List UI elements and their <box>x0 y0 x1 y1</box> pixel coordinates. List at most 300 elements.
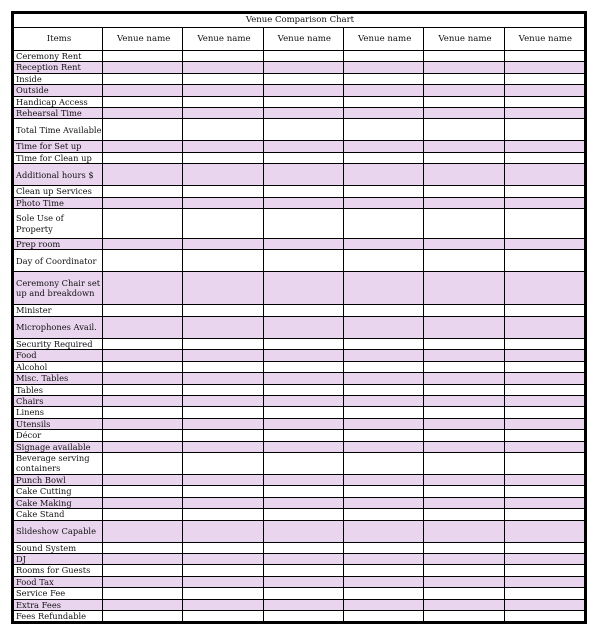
venue-entry-cell[interactable] <box>504 395 584 406</box>
venue-entry-cell[interactable] <box>263 611 343 622</box>
venue-entry-cell[interactable] <box>504 474 584 485</box>
venue-entry-cell[interactable] <box>343 497 423 508</box>
venue-entry-cell[interactable] <box>183 497 263 508</box>
venue-entry-cell[interactable] <box>183 250 263 272</box>
venue-entry-cell[interactable] <box>424 239 504 250</box>
venue-entry-cell[interactable] <box>263 62 343 73</box>
venue-entry-cell[interactable] <box>424 73 504 84</box>
venue-entry-cell[interactable] <box>263 361 343 372</box>
venue-entry-cell[interactable] <box>263 350 343 361</box>
venue-entry-cell[interactable] <box>343 350 423 361</box>
item-label: Handicap Access <box>14 96 103 107</box>
table-row <box>14 509 585 520</box>
venue-entry-cell[interactable] <box>103 164 183 186</box>
venue-entry-cell[interactable] <box>183 418 263 429</box>
venue-entry-cell[interactable] <box>424 62 504 73</box>
venue-entry-cell[interactable] <box>103 186 183 197</box>
item-label: Clean up Services <box>14 186 103 197</box>
venue-entry-cell[interactable] <box>343 588 423 599</box>
item-label: Décor <box>14 430 103 441</box>
venue-entry-cell[interactable] <box>424 305 504 316</box>
venue-entry-cell[interactable] <box>263 209 343 239</box>
venue-entry-cell[interactable] <box>424 373 504 384</box>
venue-entry-cell[interactable] <box>424 474 504 485</box>
venue-entry-cell[interactable] <box>343 239 423 250</box>
venue-entry-cell[interactable] <box>103 588 183 599</box>
venue-entry-cell[interactable] <box>424 209 504 239</box>
venue-column-header: Venue name <box>504 28 584 51</box>
venue-entry-cell[interactable] <box>424 588 504 599</box>
table-row <box>14 85 585 96</box>
venue-entry-cell[interactable] <box>424 384 504 395</box>
venue-entry-cell[interactable] <box>504 361 584 372</box>
venue-entry-cell[interactable] <box>103 96 183 107</box>
venue-entry-cell[interactable] <box>504 239 584 250</box>
venue-entry-cell[interactable] <box>504 209 584 239</box>
venue-entry-cell[interactable] <box>263 272 343 305</box>
venue-entry-cell[interactable] <box>263 542 343 553</box>
table-row <box>14 384 585 395</box>
venue-entry-cell[interactable] <box>343 520 423 542</box>
venue-entry-cell[interactable] <box>504 51 584 62</box>
item-label: Minister <box>14 305 103 316</box>
table-row <box>14 209 585 239</box>
venue-entry-cell[interactable] <box>103 209 183 239</box>
venue-entry-cell[interactable] <box>504 164 584 186</box>
venue-entry-cell[interactable] <box>183 305 263 316</box>
venue-entry-cell[interactable] <box>263 85 343 96</box>
venue-entry-cell[interactable] <box>424 565 504 576</box>
venue-entry-cell[interactable] <box>103 520 183 542</box>
venue-entry-cell[interactable] <box>103 373 183 384</box>
venue-entry-cell[interactable] <box>424 553 504 564</box>
venue-entry-cell[interactable] <box>424 395 504 406</box>
venue-entry-cell[interactable] <box>424 119 504 141</box>
table-row <box>14 272 585 305</box>
venue-entry-cell[interactable] <box>103 430 183 441</box>
table-row <box>14 338 585 349</box>
venue-entry-cell[interactable] <box>343 509 423 520</box>
venue-entry-cell[interactable] <box>424 452 504 474</box>
venue-entry-cell[interactable] <box>103 338 183 349</box>
venue-entry-cell[interactable] <box>263 152 343 163</box>
venue-entry-cell[interactable] <box>424 407 504 418</box>
venue-entry-cell[interactable] <box>424 51 504 62</box>
venue-entry-cell[interactable] <box>263 452 343 474</box>
venue-entry-cell[interactable] <box>343 338 423 349</box>
venue-entry-cell[interactable] <box>263 338 343 349</box>
venue-entry-cell[interactable] <box>343 542 423 553</box>
venue-entry-cell[interactable] <box>343 565 423 576</box>
venue-entry-cell[interactable] <box>504 272 584 305</box>
venue-entry-cell[interactable] <box>424 152 504 163</box>
venue-entry-cell[interactable] <box>343 108 423 119</box>
venue-entry-cell[interactable] <box>263 497 343 508</box>
venue-entry-cell[interactable] <box>504 588 584 599</box>
venue-entry-cell[interactable] <box>343 305 423 316</box>
item-label: Utensils <box>14 418 103 429</box>
item-label: Slideshow Capable <box>14 520 103 542</box>
venue-entry-cell[interactable] <box>343 611 423 622</box>
venue-entry-cell[interactable] <box>103 51 183 62</box>
venue-entry-cell[interactable] <box>103 553 183 564</box>
venue-entry-cell[interactable] <box>103 599 183 610</box>
table-row <box>14 542 585 553</box>
item-label: Fees Refundable <box>14 611 103 622</box>
venue-entry-cell[interactable] <box>263 239 343 250</box>
item-label: Time for Clean up <box>14 152 103 163</box>
venue-entry-cell[interactable] <box>103 239 183 250</box>
venue-entry-cell[interactable] <box>343 553 423 564</box>
table-row <box>14 119 585 141</box>
venue-entry-cell[interactable] <box>343 164 423 186</box>
venue-entry-cell[interactable] <box>103 152 183 163</box>
venue-entry-cell[interactable] <box>343 361 423 372</box>
venue-entry-cell[interactable] <box>183 152 263 163</box>
table-row <box>14 407 585 418</box>
venue-entry-cell[interactable] <box>103 316 183 338</box>
venue-entry-cell[interactable] <box>183 520 263 542</box>
venue-entry-cell[interactable] <box>424 108 504 119</box>
venue-entry-cell[interactable] <box>504 542 584 553</box>
venue-entry-cell[interactable] <box>263 373 343 384</box>
venue-entry-cell[interactable] <box>343 96 423 107</box>
item-label: Beverage serving containers <box>14 452 103 474</box>
venue-entry-cell[interactable] <box>183 611 263 622</box>
venue-entry-cell[interactable] <box>183 62 263 73</box>
venue-comparison-chart <box>11 11 587 624</box>
venue-entry-cell[interactable] <box>424 96 504 107</box>
venue-entry-cell[interactable] <box>263 418 343 429</box>
venue-entry-cell[interactable] <box>424 611 504 622</box>
venue-entry-cell[interactable] <box>183 576 263 587</box>
table-row <box>14 164 585 186</box>
venue-entry-cell[interactable] <box>103 441 183 452</box>
item-label: Signage available <box>14 441 103 452</box>
venue-entry-cell[interactable] <box>263 119 343 141</box>
venue-entry-cell[interactable] <box>263 430 343 441</box>
venue-entry-cell[interactable] <box>183 474 263 485</box>
venue-entry-cell[interactable] <box>424 418 504 429</box>
table-row <box>14 441 585 452</box>
venue-entry-cell[interactable] <box>343 119 423 141</box>
venue-entry-cell[interactable] <box>103 85 183 96</box>
table-row <box>14 611 585 622</box>
venue-entry-cell[interactable] <box>263 141 343 152</box>
venue-entry-cell[interactable] <box>263 384 343 395</box>
venue-entry-cell[interactable] <box>263 186 343 197</box>
venue-entry-cell[interactable] <box>343 373 423 384</box>
venue-entry-cell[interactable] <box>504 62 584 73</box>
table-row <box>14 62 585 73</box>
venue-entry-cell[interactable] <box>504 430 584 441</box>
venue-entry-cell[interactable] <box>103 197 183 208</box>
venue-entry-cell[interactable] <box>504 305 584 316</box>
venue-entry-cell[interactable] <box>103 119 183 141</box>
venue-entry-cell[interactable] <box>183 85 263 96</box>
venue-entry-cell[interactable] <box>343 441 423 452</box>
venue-entry-cell[interactable] <box>183 51 263 62</box>
table-row <box>14 361 585 372</box>
venue-entry-cell[interactable] <box>424 599 504 610</box>
venue-entry-cell[interactable] <box>183 407 263 418</box>
venue-entry-cell[interactable] <box>504 599 584 610</box>
venue-entry-cell[interactable] <box>424 272 504 305</box>
venue-entry-cell[interactable] <box>183 486 263 497</box>
venue-entry-cell[interactable] <box>103 395 183 406</box>
items-column-header: Items <box>14 28 103 51</box>
venue-entry-cell[interactable] <box>103 497 183 508</box>
venue-entry-cell[interactable] <box>504 250 584 272</box>
venue-column-header: Venue name <box>343 28 423 51</box>
venue-entry-cell[interactable] <box>103 611 183 622</box>
venue-entry-cell[interactable] <box>263 395 343 406</box>
venue-entry-cell[interactable] <box>343 486 423 497</box>
venue-entry-cell[interactable] <box>424 164 504 186</box>
venue-entry-cell[interactable] <box>183 350 263 361</box>
venue-entry-cell[interactable] <box>424 542 504 553</box>
venue-entry-cell[interactable] <box>263 599 343 610</box>
venue-entry-cell[interactable] <box>424 186 504 197</box>
venue-entry-cell[interactable] <box>263 474 343 485</box>
item-label: Extra Fees <box>14 599 103 610</box>
item-label: Alcohol <box>14 361 103 372</box>
venue-entry-cell[interactable] <box>263 576 343 587</box>
venue-entry-cell[interactable] <box>183 361 263 372</box>
venue-entry-cell[interactable] <box>343 316 423 338</box>
venue-entry-cell[interactable] <box>343 250 423 272</box>
venue-entry-cell[interactable] <box>424 576 504 587</box>
venue-entry-cell[interactable] <box>263 316 343 338</box>
venue-entry-cell[interactable] <box>103 350 183 361</box>
venue-entry-cell[interactable] <box>263 520 343 542</box>
venue-entry-cell[interactable] <box>263 197 343 208</box>
venue-entry-cell[interactable] <box>183 509 263 520</box>
item-label: Rooms for Guests <box>14 565 103 576</box>
venue-entry-cell[interactable] <box>183 164 263 186</box>
venue-entry-cell[interactable] <box>343 418 423 429</box>
venue-entry-cell[interactable] <box>504 452 584 474</box>
venue-entry-cell[interactable] <box>263 73 343 84</box>
venue-entry-cell[interactable] <box>504 441 584 452</box>
venue-entry-cell[interactable] <box>424 441 504 452</box>
venue-entry-cell[interactable] <box>343 141 423 152</box>
venue-entry-cell[interactable] <box>424 250 504 272</box>
venue-entry-cell[interactable] <box>504 96 584 107</box>
venue-entry-cell[interactable] <box>343 452 423 474</box>
venue-entry-cell[interactable] <box>183 553 263 564</box>
venue-entry-cell[interactable] <box>183 96 263 107</box>
venue-entry-cell[interactable] <box>263 553 343 564</box>
venue-entry-cell[interactable] <box>263 51 343 62</box>
venue-entry-cell[interactable] <box>103 407 183 418</box>
table-row <box>14 474 585 485</box>
venue-entry-cell[interactable] <box>103 141 183 152</box>
item-label: Reception Rent <box>14 62 103 73</box>
venue-entry-cell[interactable] <box>504 509 584 520</box>
venue-entry-cell[interactable] <box>183 430 263 441</box>
table-row <box>14 197 585 208</box>
venue-entry-cell[interactable] <box>183 395 263 406</box>
venue-entry-cell[interactable] <box>504 418 584 429</box>
venue-entry-cell[interactable] <box>504 384 584 395</box>
item-label: Food <box>14 350 103 361</box>
venue-entry-cell[interactable] <box>504 338 584 349</box>
venue-entry-cell[interactable] <box>183 565 263 576</box>
venue-entry-cell[interactable] <box>343 272 423 305</box>
venue-entry-cell[interactable] <box>103 576 183 587</box>
venue-entry-cell[interactable] <box>424 361 504 372</box>
venue-entry-cell[interactable] <box>504 119 584 141</box>
item-label: Outside <box>14 85 103 96</box>
venue-entry-cell[interactable] <box>343 197 423 208</box>
venue-entry-cell[interactable] <box>183 197 263 208</box>
venue-entry-cell[interactable] <box>504 108 584 119</box>
venue-entry-cell[interactable] <box>424 520 504 542</box>
venue-entry-cell[interactable] <box>183 209 263 239</box>
venue-entry-cell[interactable] <box>343 85 423 96</box>
item-label: Time for Set up <box>14 141 103 152</box>
table-row <box>14 316 585 338</box>
venue-entry-cell[interactable] <box>504 141 584 152</box>
venue-entry-cell[interactable] <box>343 576 423 587</box>
venue-entry-cell[interactable] <box>183 316 263 338</box>
venue-entry-cell[interactable] <box>504 373 584 384</box>
venue-entry-cell[interactable] <box>263 108 343 119</box>
venue-entry-cell[interactable] <box>424 430 504 441</box>
venue-entry-cell[interactable] <box>103 384 183 395</box>
venue-entry-cell[interactable] <box>343 62 423 73</box>
table-row <box>14 599 585 610</box>
item-label: Punch Bowl <box>14 474 103 485</box>
venue-entry-cell[interactable] <box>343 152 423 163</box>
table-row <box>14 588 585 599</box>
venue-entry-cell[interactable] <box>504 186 584 197</box>
venue-entry-cell[interactable] <box>424 509 504 520</box>
table-row <box>14 108 585 119</box>
venue-entry-cell[interactable] <box>504 350 584 361</box>
item-label: Prep room <box>14 239 103 250</box>
venue-entry-cell[interactable] <box>263 509 343 520</box>
venue-entry-cell[interactable] <box>103 73 183 84</box>
venue-entry-cell[interactable] <box>424 85 504 96</box>
venue-entry-cell[interactable] <box>183 73 263 84</box>
venue-entry-cell[interactable] <box>103 565 183 576</box>
venue-entry-cell[interactable] <box>504 73 584 84</box>
venue-entry-cell[interactable] <box>263 588 343 599</box>
venue-entry-cell[interactable] <box>343 599 423 610</box>
venue-entry-cell[interactable] <box>103 452 183 474</box>
venue-entry-cell[interactable] <box>504 152 584 163</box>
venue-entry-cell[interactable] <box>343 51 423 62</box>
venue-entry-cell[interactable] <box>504 520 584 542</box>
venue-entry-cell[interactable] <box>183 186 263 197</box>
item-label: DJ <box>14 553 103 564</box>
venue-entry-cell[interactable] <box>103 474 183 485</box>
venue-entry-cell[interactable] <box>263 250 343 272</box>
venue-entry-cell[interactable] <box>504 486 584 497</box>
item-label: Linens <box>14 407 103 418</box>
table-row <box>14 73 585 84</box>
venue-entry-cell[interactable] <box>183 599 263 610</box>
venue-entry-cell[interactable] <box>504 85 584 96</box>
venue-entry-cell[interactable] <box>263 441 343 452</box>
venue-entry-cell[interactable] <box>504 553 584 564</box>
venue-entry-cell[interactable] <box>103 62 183 73</box>
venue-entry-cell[interactable] <box>183 373 263 384</box>
venue-entry-cell[interactable] <box>183 239 263 250</box>
venue-entry-cell[interactable] <box>424 316 504 338</box>
venue-entry-cell[interactable] <box>103 542 183 553</box>
venue-entry-cell[interactable] <box>183 141 263 152</box>
venue-entry-cell[interactable] <box>103 272 183 305</box>
venue-entry-cell[interactable] <box>103 305 183 316</box>
venue-entry-cell[interactable] <box>183 452 263 474</box>
item-label: Tables <box>14 384 103 395</box>
venue-entry-cell[interactable] <box>343 209 423 239</box>
venue-entry-cell[interactable] <box>183 441 263 452</box>
venue-entry-cell[interactable] <box>263 486 343 497</box>
venue-entry-cell[interactable] <box>263 164 343 186</box>
item-label: Sole Use of Property <box>14 209 103 239</box>
venue-entry-cell[interactable] <box>343 430 423 441</box>
table-row <box>14 141 585 152</box>
venue-entry-cell[interactable] <box>504 407 584 418</box>
venue-entry-cell[interactable] <box>183 384 263 395</box>
venue-entry-cell[interactable] <box>343 384 423 395</box>
venue-entry-cell[interactable] <box>343 474 423 485</box>
venue-entry-cell[interactable] <box>504 316 584 338</box>
item-label: Food Tax <box>14 576 103 587</box>
venue-entry-cell[interactable] <box>424 497 504 508</box>
venue-entry-cell[interactable] <box>103 486 183 497</box>
venue-entry-cell[interactable] <box>343 186 423 197</box>
venue-entry-cell[interactable] <box>504 611 584 622</box>
item-label: Misc. Tables <box>14 373 103 384</box>
venue-entry-cell[interactable] <box>183 119 263 141</box>
venue-entry-cell[interactable] <box>103 108 183 119</box>
venue-entry-cell[interactable] <box>424 141 504 152</box>
venue-entry-cell[interactable] <box>263 96 343 107</box>
venue-entry-cell[interactable] <box>504 565 584 576</box>
venue-entry-cell[interactable] <box>183 272 263 305</box>
venue-entry-cell[interactable] <box>343 407 423 418</box>
venue-entry-cell[interactable] <box>183 588 263 599</box>
venue-entry-cell[interactable] <box>343 73 423 84</box>
venue-entry-cell[interactable] <box>103 509 183 520</box>
venue-entry-cell[interactable] <box>424 486 504 497</box>
venue-entry-cell[interactable] <box>343 395 423 406</box>
venue-entry-cell[interactable] <box>263 565 343 576</box>
venue-entry-cell[interactable] <box>263 305 343 316</box>
venue-entry-cell[interactable] <box>424 197 504 208</box>
venue-entry-cell[interactable] <box>183 108 263 119</box>
venue-entry-cell[interactable] <box>103 361 183 372</box>
venue-entry-cell[interactable] <box>424 350 504 361</box>
venue-entry-cell[interactable] <box>263 407 343 418</box>
venue-entry-cell[interactable] <box>504 576 584 587</box>
venue-column-header: Venue name <box>424 28 504 51</box>
venue-entry-cell[interactable] <box>103 418 183 429</box>
venue-entry-cell[interactable] <box>183 542 263 553</box>
comparison-table <box>13 13 585 622</box>
venue-entry-cell[interactable] <box>424 338 504 349</box>
venue-entry-cell[interactable] <box>103 250 183 272</box>
venue-entry-cell[interactable] <box>504 497 584 508</box>
venue-entry-cell[interactable] <box>183 338 263 349</box>
venue-entry-cell[interactable] <box>504 197 584 208</box>
table-row <box>14 373 585 384</box>
